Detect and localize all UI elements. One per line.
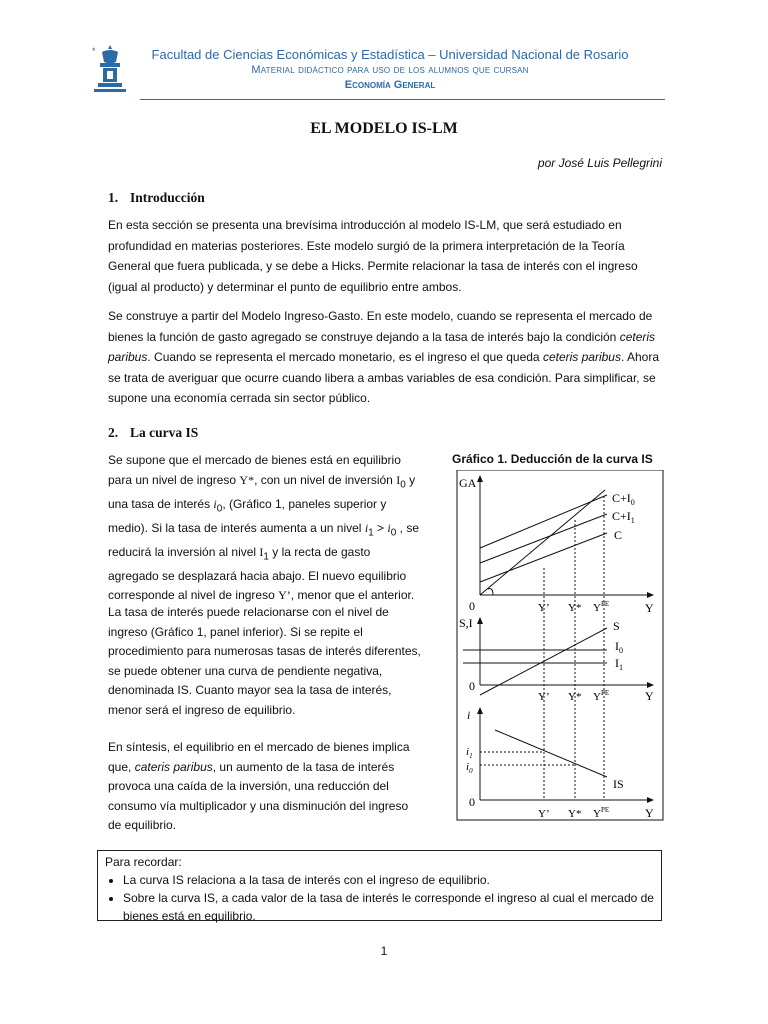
label-i1: $I_1$ (615, 656, 623, 672)
tick-y-pe: $Y^{PE}$ (593, 600, 610, 614)
tick-y-prime: Y’ (538, 602, 550, 614)
svg-text:*: * (92, 46, 96, 56)
tick-y-star: Y* (568, 602, 582, 614)
subscript: 1 (368, 526, 374, 538)
figure-title: Gráfico 1. Deducción de la curva IS (452, 452, 653, 466)
tick-y-prime: Y’ (538, 808, 550, 820)
top-origin: 0 (469, 599, 475, 613)
text-run: , un aumento de la tasa de interés provoca una caída de la inversión, una reducción del consumo vía multiplicador y una disminución del ingreso de equilibrio. (108, 759, 409, 833)
header-subtitle: Material didáctico para uso de los alumnos que cursan (251, 64, 529, 76)
middle-panel (459, 616, 654, 703)
label-c-plus-i0: $C+I_0$ (612, 491, 635, 507)
text-run: En síntesis, el equilibrio en el mercado de bienes implica que, (108, 740, 410, 774)
top-y-label: GA (459, 476, 477, 490)
middle-y-label: S,I (459, 616, 473, 630)
is-curve (495, 730, 607, 777)
top-45-degree-line (480, 490, 605, 595)
italic-run: cateris paribus (134, 759, 213, 774)
subscript: 0 (216, 502, 223, 514)
section-1-heading (108, 190, 205, 206)
italic-run: ceteris paribus (542, 350, 621, 364)
section-number: 1. (108, 190, 119, 205)
section-title: La curva IS (130, 425, 199, 440)
text-run: , se reducirá la inversión al nivel (108, 520, 419, 559)
section-1-paragraph-2 (108, 306, 664, 409)
author-line: por José Luis Pellegrini (537, 156, 662, 170)
section-2-paragraph-2: La tasa de interés puede relacionarse con el nivel de ingreso (Gráfico 1, panel inferior). Si se repite el procedimiento para numerosas tasas de interés diferentes, se puede obtener una curva de pendiente negativa, denominada IS. Cuanto mayor sea la tasa de interés, menor será el ingreso de equilibrio. (108, 605, 421, 717)
tick-y-pe: $Y^{PE}$ (593, 689, 610, 703)
text-run: Se supone que el mercado de bienes está en equilibrio para un nivel de ingreso (108, 453, 401, 487)
subscript: 0 (400, 478, 406, 490)
page-number: 1 (380, 944, 388, 958)
text-run: Se construye a partir del Modelo Ingreso-Gasto. En este modelo, cuando se representa el mercado de bienes la función de gasto agregado se construye dejando a la tasa de interés bajo la condición (108, 309, 653, 344)
symbol-run: Y* (239, 472, 255, 487)
text-run: . Cuando se representa el mercado monetario, es el ingreso el que queda (147, 350, 543, 364)
label-c-plus-i1: $C+I_1$ (612, 509, 635, 525)
symbol-run: i (364, 520, 369, 535)
bottom-panel (466, 708, 654, 820)
section-2-paragraph-1 (108, 451, 424, 606)
text-run: , (Gráfico 1, paneles superior y medio). Si la tasa de interés aumenta a un nivel (108, 496, 387, 535)
bottom-y-label: i (467, 708, 471, 722)
reminder-box (97, 850, 662, 921)
text-run: . Ahora se trata de averiguar que ocurre cuando libera a ambas variables de esa condición. Para simplificar, se supone una economía cerrada sin sector público. (108, 350, 660, 405)
text-run: , menor que el anterior. (290, 588, 415, 603)
middle-origin: 0 (469, 679, 475, 693)
symbol-run: Y’ (278, 588, 291, 603)
tick-y-star: Y* (568, 808, 582, 820)
tick-y-pe: $Y^{PE}$ (593, 806, 610, 820)
symbol-run: I (259, 544, 264, 559)
tick-i1: $i_1$ (466, 746, 473, 760)
bottom-x-label: Y (645, 806, 654, 820)
italic-run: ceteris paribus (108, 329, 656, 364)
section-title: Introducción (130, 190, 205, 205)
reminder-item: • Sobre la curva IS, a cada valor de la tasa de interés le corresponde el ingreso al cual el mercado de bienes está en equilibrio. (123, 889, 661, 925)
text-run: , con un nivel de inversión (254, 472, 397, 487)
section-2-paragraph-3 (108, 738, 424, 836)
subscript: 0 (390, 526, 397, 538)
symbol-run: I (396, 472, 401, 487)
reminder-heading: Para recordar: (105, 855, 182, 869)
section-1-paragraph-1: En esta sección se presenta una brevísima introducción al modelo IS-LM, que será estudiado en profundidad en materias posteriores. Este modelo surgió de la primera interpretación de la Teoría General que fuera publicada, y se debe a Hicks. Permite relacionar la tasa de interés con el ingreso (igual al producto) y determinar el punto de equilibrio entre ambos. (108, 218, 638, 294)
symbol-run: i (387, 520, 391, 535)
label-s: S (613, 619, 620, 633)
label-is: IS (613, 777, 624, 791)
section-2-heading (108, 425, 198, 441)
header-divider (140, 99, 665, 100)
symbol-run: i (213, 496, 217, 511)
label-i0: $I_0$ (615, 639, 623, 655)
page-header (140, 46, 640, 93)
bottom-origin: 0 (469, 795, 475, 809)
reminder-item: • La curva IS relaciona a la tasa de interés con el ingreso de equilibrio. (123, 871, 661, 889)
header-course: Economía General (344, 79, 436, 91)
university-logo (88, 42, 132, 96)
middle-x-label: Y (645, 689, 654, 703)
tick-i0: $i_0$ (466, 761, 473, 775)
subscript: 1 (263, 550, 269, 562)
reminder-list (105, 871, 661, 925)
text-run: > (373, 520, 388, 535)
text-run: y la recta de gasto agregado se desplazará hacia abajo. El nuevo equilibrio corresponde al nivel de ingreso (108, 544, 407, 603)
label-c: C (614, 528, 623, 542)
is-curve-figure (455, 470, 665, 822)
angle-arc (488, 589, 493, 595)
top-x-label: Y (645, 601, 654, 615)
tick-y-prime: Y’ (538, 691, 550, 703)
section-number: 2. (108, 425, 119, 440)
header-institution: Facultad de Ciencias Económicas y Estadística – Universidad Nacional de Rosario (151, 47, 629, 62)
document-title: EL MODELO IS-LM (310, 120, 458, 137)
tick-y-star: Y* (568, 691, 582, 703)
text-run: y una tasa de interés (108, 472, 416, 511)
top-panel (459, 476, 654, 615)
